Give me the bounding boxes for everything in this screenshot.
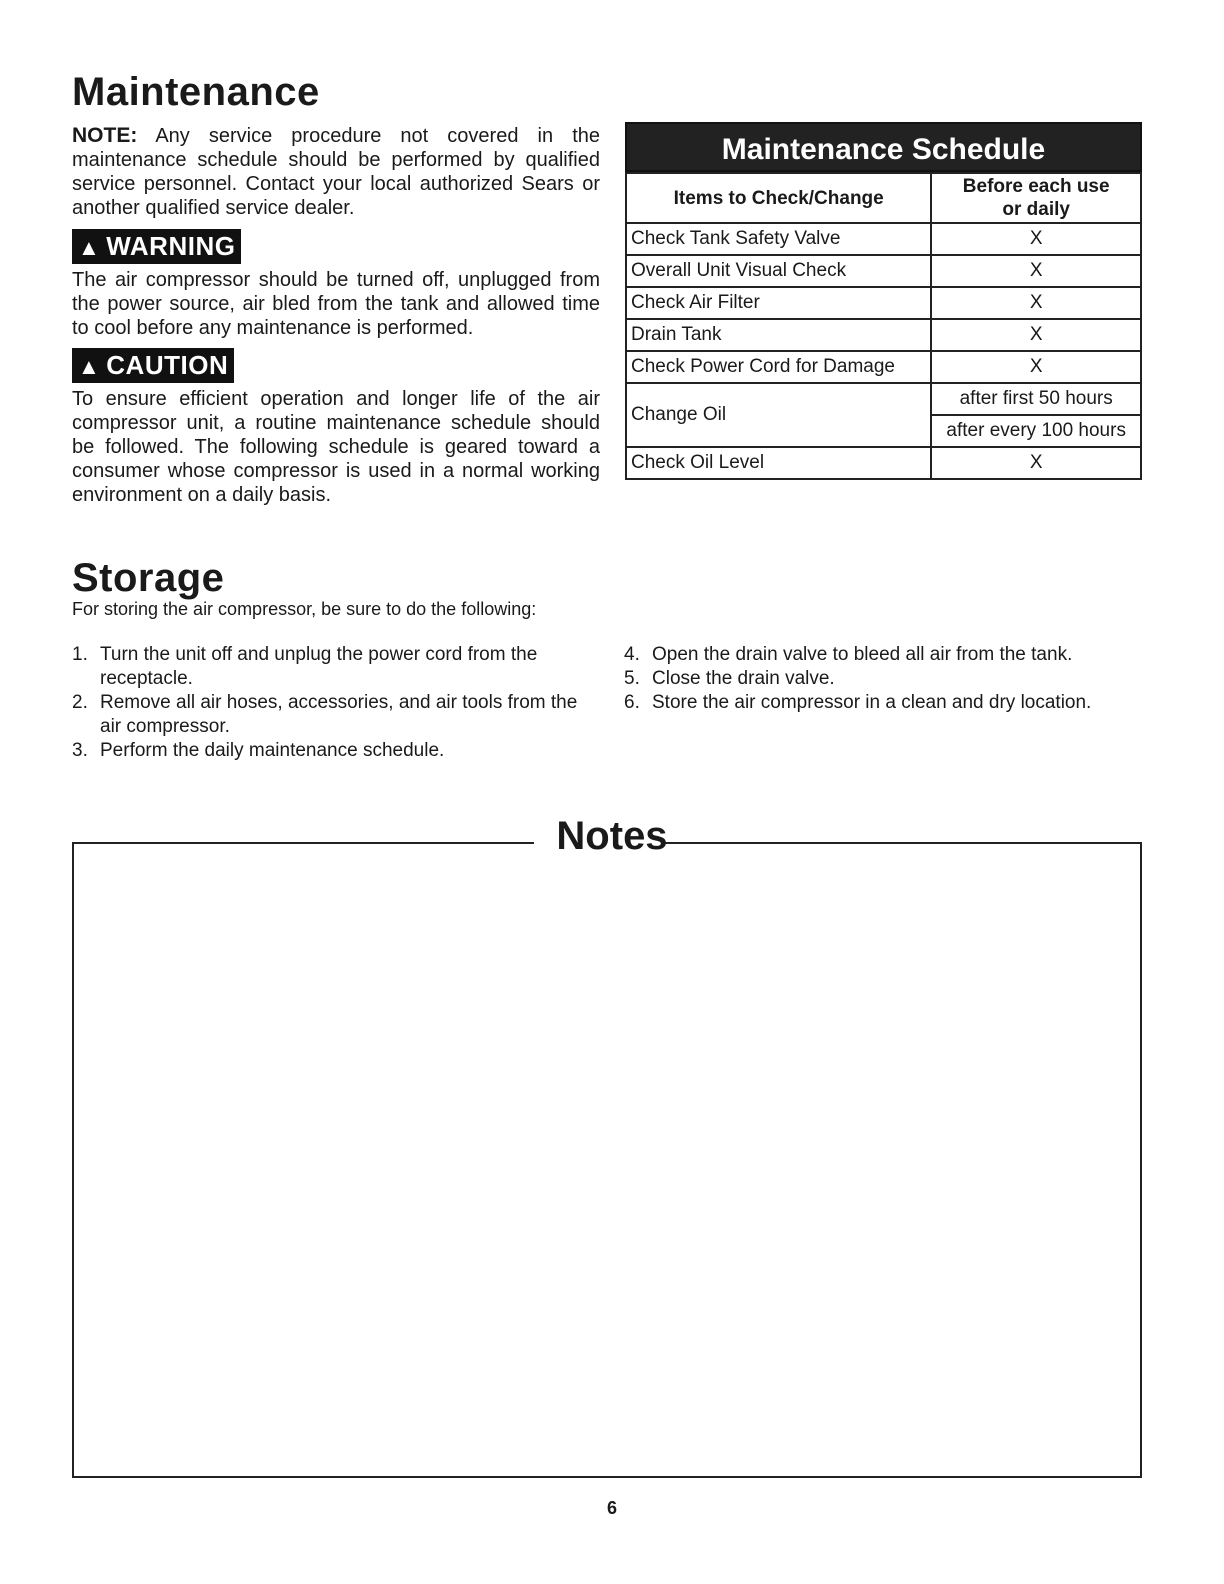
- row-item: Overall Unit Visual Check: [626, 255, 931, 287]
- notes-title: Notes: [556, 814, 668, 858]
- note-text: Any service procedure not covered in the maintenance schedule should be performed by qualified service personnel. Contact your local authorized Sears or another qualified service dealer.: [72, 125, 600, 219]
- storage-intro: For storing the air compressor, be sure to do the following:: [72, 599, 537, 619]
- list-item: [72, 739, 582, 763]
- table-row: [626, 351, 1141, 383]
- row-item: Check Tank Safety Valve: [626, 223, 931, 255]
- step-number: 4.: [624, 644, 640, 665]
- maintenance-schedule-table: [625, 122, 1142, 480]
- step-text: Perform the daily maintenance schedule.: [100, 740, 445, 761]
- list-item: [72, 691, 582, 739]
- row-value-oil-every: after every 100 hours: [931, 415, 1141, 447]
- table-row: [626, 287, 1141, 319]
- list-item: [624, 691, 1144, 715]
- warning-text: The air compressor should be turned off, unplugged from the power source, air bled from the tank and allowed time to cool before any maintenance is performed.: [72, 269, 600, 339]
- row-item-change-oil: Change Oil: [626, 383, 931, 447]
- header-frequency: [931, 173, 1141, 223]
- warning-triangle-icon: ▲: [78, 235, 101, 260]
- step-number: 3.: [72, 740, 88, 761]
- row-value-oil-first: after first 50 hours: [931, 383, 1141, 415]
- maintenance-title: Maintenance: [72, 70, 320, 114]
- schedule-header-row: [626, 173, 1141, 223]
- list-item: [624, 667, 1144, 691]
- step-text: Turn the unit off and unplug the power cord from the receptacle.: [100, 644, 538, 689]
- table-row: [626, 223, 1141, 255]
- step-text: Close the drain valve.: [652, 668, 835, 689]
- note-paragraph: [72, 124, 600, 220]
- storage-title: Storage: [72, 556, 225, 600]
- row-item: Check Power Cord for Damage: [626, 351, 931, 383]
- step-number: 5.: [624, 668, 640, 689]
- list-item: [72, 643, 582, 691]
- step-text: Remove all air hoses, accessories, and air tools from the air compressor.: [100, 692, 578, 737]
- table-row: [626, 447, 1141, 479]
- storage-steps-left: [72, 643, 582, 763]
- table-row: [626, 319, 1141, 351]
- row-value: X: [931, 351, 1141, 383]
- row-value: X: [931, 223, 1141, 255]
- warning-badge: [72, 229, 241, 264]
- table-row: [626, 383, 1141, 415]
- row-item: Drain Tank: [626, 319, 931, 351]
- step-text: Open the drain valve to bleed all air from the tank.: [652, 644, 1073, 665]
- header-items: Items to Check/Change: [626, 173, 931, 223]
- list-item: [624, 643, 1144, 667]
- step-number: 1.: [72, 644, 88, 665]
- caution-label: CAUTION: [106, 350, 229, 380]
- step-number: 2.: [72, 692, 88, 713]
- note-label: NOTE:: [72, 124, 138, 147]
- schedule-title: Maintenance Schedule: [625, 122, 1142, 172]
- notes-box: [72, 842, 1142, 1478]
- step-text: Store the air compressor in a clean and dry location.: [652, 692, 1092, 713]
- row-value: X: [931, 447, 1141, 479]
- row-item: Check Air Filter: [626, 287, 931, 319]
- row-value: X: [931, 287, 1141, 319]
- page-number: 6: [606, 1498, 617, 1518]
- caution-triangle-icon: ▲: [78, 354, 101, 379]
- caution-badge: [72, 348, 234, 383]
- row-value: X: [931, 319, 1141, 351]
- table-row: [626, 255, 1141, 287]
- schedule-grid: [625, 172, 1142, 480]
- step-number: 6.: [624, 692, 640, 713]
- caution-text: To ensure efficient operation and longer life of the air compressor unit, a routine maintenance schedule should be followed. The following schedule is geared toward a consumer whose compressor is used in a normal working environment on a daily basis.: [72, 388, 600, 506]
- warning-label: WARNING: [106, 231, 236, 261]
- storage-steps-right: [624, 643, 1144, 715]
- header-frequency-line1: Before each use: [962, 176, 1110, 197]
- row-value: X: [931, 255, 1141, 287]
- row-item: Check Oil Level: [626, 447, 931, 479]
- header-frequency-line2: or daily: [1002, 199, 1070, 220]
